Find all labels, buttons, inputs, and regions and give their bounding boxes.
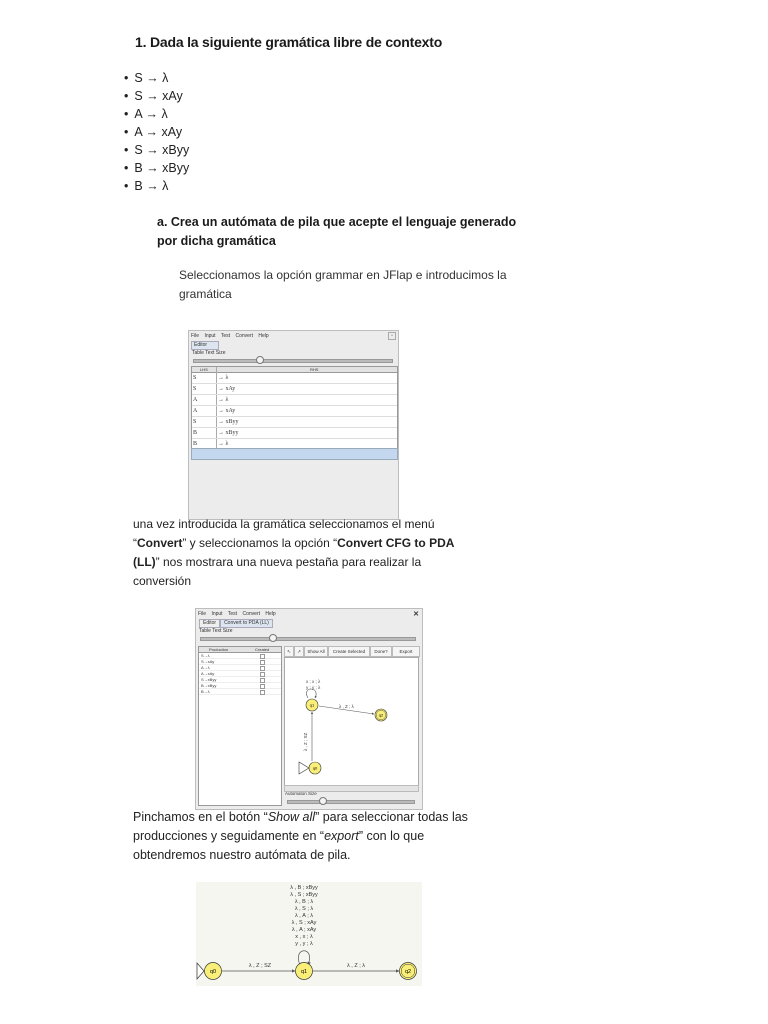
table-row xyxy=(192,395,397,406)
menu-file: File xyxy=(198,611,207,617)
menu-test: Test xyxy=(227,611,238,617)
slider-knob xyxy=(319,797,327,805)
table-row xyxy=(192,384,397,395)
state-label: q2 xyxy=(378,712,384,718)
row-lhs: B xyxy=(193,441,198,447)
menu-bar xyxy=(191,333,396,340)
row-rhs: → xAy xyxy=(218,408,236,414)
state-label: q1 xyxy=(309,702,315,708)
col-created: Created xyxy=(255,647,270,652)
row-lhs: S xyxy=(193,419,197,425)
text: ” con lo que obtendremos nuestro autómata de pila. xyxy=(133,829,425,862)
table-row xyxy=(192,373,397,384)
convert-option-name: Convert CFG to PDA (LL) xyxy=(133,536,454,569)
tab-editor: Editor xyxy=(191,341,219,350)
list-item: • A → λ xyxy=(124,105,189,123)
row-lhs: S xyxy=(193,386,197,392)
created-checkbox xyxy=(260,690,265,695)
done-button: Done? xyxy=(370,646,392,657)
production-value: A→λ xyxy=(201,665,210,670)
transition-label: λ , Z ; SZ xyxy=(303,732,308,751)
tab-convert-to-pda: Convert to PDA (LL) xyxy=(220,619,273,628)
list-item: • B → λ xyxy=(124,177,189,195)
table-row xyxy=(192,406,397,417)
show-all-term: Show all xyxy=(267,810,316,824)
text: una vez introducida la gramática seleccionamos el menú “ xyxy=(133,517,435,550)
col-production: Production xyxy=(209,647,229,652)
loop-label: x ; x ; λ xyxy=(306,679,321,684)
loop-label: x , x ; λ xyxy=(295,934,313,940)
menu-input: Input xyxy=(211,611,223,617)
pda-diagram xyxy=(196,882,422,986)
list-item: • S → xAy xyxy=(124,87,189,105)
col-lhs: LHS xyxy=(200,367,208,372)
toolbar xyxy=(284,646,420,656)
initial-state-arrow-icon xyxy=(299,762,309,774)
pointer-tool-icon: ↖ xyxy=(284,646,294,657)
convert-menu-name: Convert xyxy=(137,536,183,550)
list-item: • B → xByy xyxy=(124,159,189,177)
production-value: S→xAy xyxy=(201,659,215,664)
pda-diagram-small xyxy=(285,658,418,786)
text-size-slider xyxy=(193,359,393,363)
row-rhs: → λ xyxy=(218,441,229,447)
slider-knob xyxy=(256,356,264,364)
close-icon: ✕ xyxy=(413,611,419,618)
production-value: S→λ xyxy=(201,653,210,658)
menu-bar xyxy=(198,611,420,618)
exercise-heading: 1. Dada la siguiente gramática libre de contexto xyxy=(135,34,443,50)
row-lhs: B xyxy=(193,430,198,436)
text-size-slider xyxy=(200,637,416,641)
list-item: • A → xAy xyxy=(124,123,189,141)
row-rhs: → xByy xyxy=(218,419,239,425)
tab-bar xyxy=(199,619,273,626)
row-lhs: S xyxy=(193,375,197,381)
exported-pda-screenshot xyxy=(196,882,422,986)
instruction-paragraph-2 xyxy=(133,515,463,591)
text: ” nos mostrara una nueva pestaña para realizar la conversión xyxy=(133,555,422,588)
create-selected-button: Create Selected xyxy=(328,646,370,657)
state-label: q1 xyxy=(300,969,308,975)
transition-label: λ , Z ; λ xyxy=(346,963,366,969)
col-rhs: RHS xyxy=(310,367,319,372)
production-value: S→xByy xyxy=(201,677,217,682)
row-lhs: A xyxy=(193,408,198,414)
menu-convert: Convert xyxy=(235,333,253,339)
jflap-grammar-editor-screenshot xyxy=(188,330,399,520)
transition-label: λ , Z ; λ xyxy=(339,704,354,709)
slider-knob xyxy=(269,634,277,642)
loop-label: y ; y ; λ xyxy=(306,685,321,690)
production-value: A→xAy xyxy=(201,671,215,676)
row-rhs: → λ xyxy=(218,397,229,403)
loop-label: λ , S ; xByy xyxy=(290,892,318,898)
production-value: B→xByy xyxy=(201,683,217,688)
loop-label: λ , B ; λ xyxy=(294,899,314,905)
table-text-size-label: Table Text Size xyxy=(199,628,233,634)
state-label: q2 xyxy=(404,969,412,975)
production-value: B→λ xyxy=(201,689,210,694)
table-row xyxy=(192,417,397,428)
menu-convert: Convert xyxy=(242,611,260,617)
selected-empty-row xyxy=(191,448,398,460)
menu-file: File xyxy=(191,333,200,339)
table-row xyxy=(199,689,281,695)
loop-label: λ , B ; xByy xyxy=(290,885,318,891)
production-table xyxy=(198,646,282,806)
list-item: • S → λ xyxy=(124,69,189,87)
automaton-size-label: Automaton Size xyxy=(285,791,317,796)
menu-help: Help xyxy=(258,333,269,339)
loop-label: y , y ; λ xyxy=(295,941,313,947)
self-loop xyxy=(306,689,316,698)
text: ” y seleccionamos la opción “ xyxy=(182,536,338,550)
table-row xyxy=(192,428,397,439)
table-text-size-label: Table Text Size xyxy=(192,350,226,356)
grammar-production-list xyxy=(124,69,189,195)
loop-label: λ , A ; xAy xyxy=(291,927,317,933)
loop-label: λ , S ; xAy xyxy=(291,920,317,926)
instruction-paragraph-1: Seleccionamos la opción grammar en JFlap e introducimos la gramática xyxy=(179,268,507,301)
instruction-paragraph-3 xyxy=(133,808,493,865)
loop-label: λ , A ; λ xyxy=(294,913,314,919)
subtask-heading: a. Crea un autómata de pila que acepte el lenguaje generado por dicha gramática xyxy=(157,215,517,248)
menu-test: Test xyxy=(220,333,231,339)
jflap-convert-pda-screenshot xyxy=(195,608,423,810)
loop-label: λ , S ; λ xyxy=(294,906,314,912)
window-control-icon: ▫ xyxy=(388,332,396,340)
text: ” para seleccionar todas las producciones y seguidamente en “ xyxy=(133,810,468,843)
list-item: • S → xByy xyxy=(124,141,189,159)
export-button: Export xyxy=(392,646,420,657)
row-lhs: A xyxy=(193,397,198,403)
menu-help: Help xyxy=(265,611,276,617)
export-term: export xyxy=(324,829,359,843)
grammar-table xyxy=(191,366,398,450)
automaton-canvas xyxy=(284,657,419,787)
state-label: q0 xyxy=(312,765,318,771)
show-all-button: Show All xyxy=(304,646,328,657)
initial-state-arrow-icon xyxy=(197,963,204,979)
tab-editor: Editor xyxy=(199,619,220,628)
row-rhs: → λ xyxy=(218,375,229,381)
automaton-size-slider xyxy=(287,800,415,804)
row-rhs: → xAy xyxy=(218,386,236,392)
text: Pinchamos en el botón “ xyxy=(133,810,268,824)
transition-label: λ , Z ; SZ xyxy=(248,963,272,969)
menu-input: Input xyxy=(204,333,216,339)
state-label: q0 xyxy=(209,969,217,975)
transition-tool-icon: ↗ xyxy=(294,646,304,657)
row-rhs: → xByy xyxy=(218,430,239,436)
